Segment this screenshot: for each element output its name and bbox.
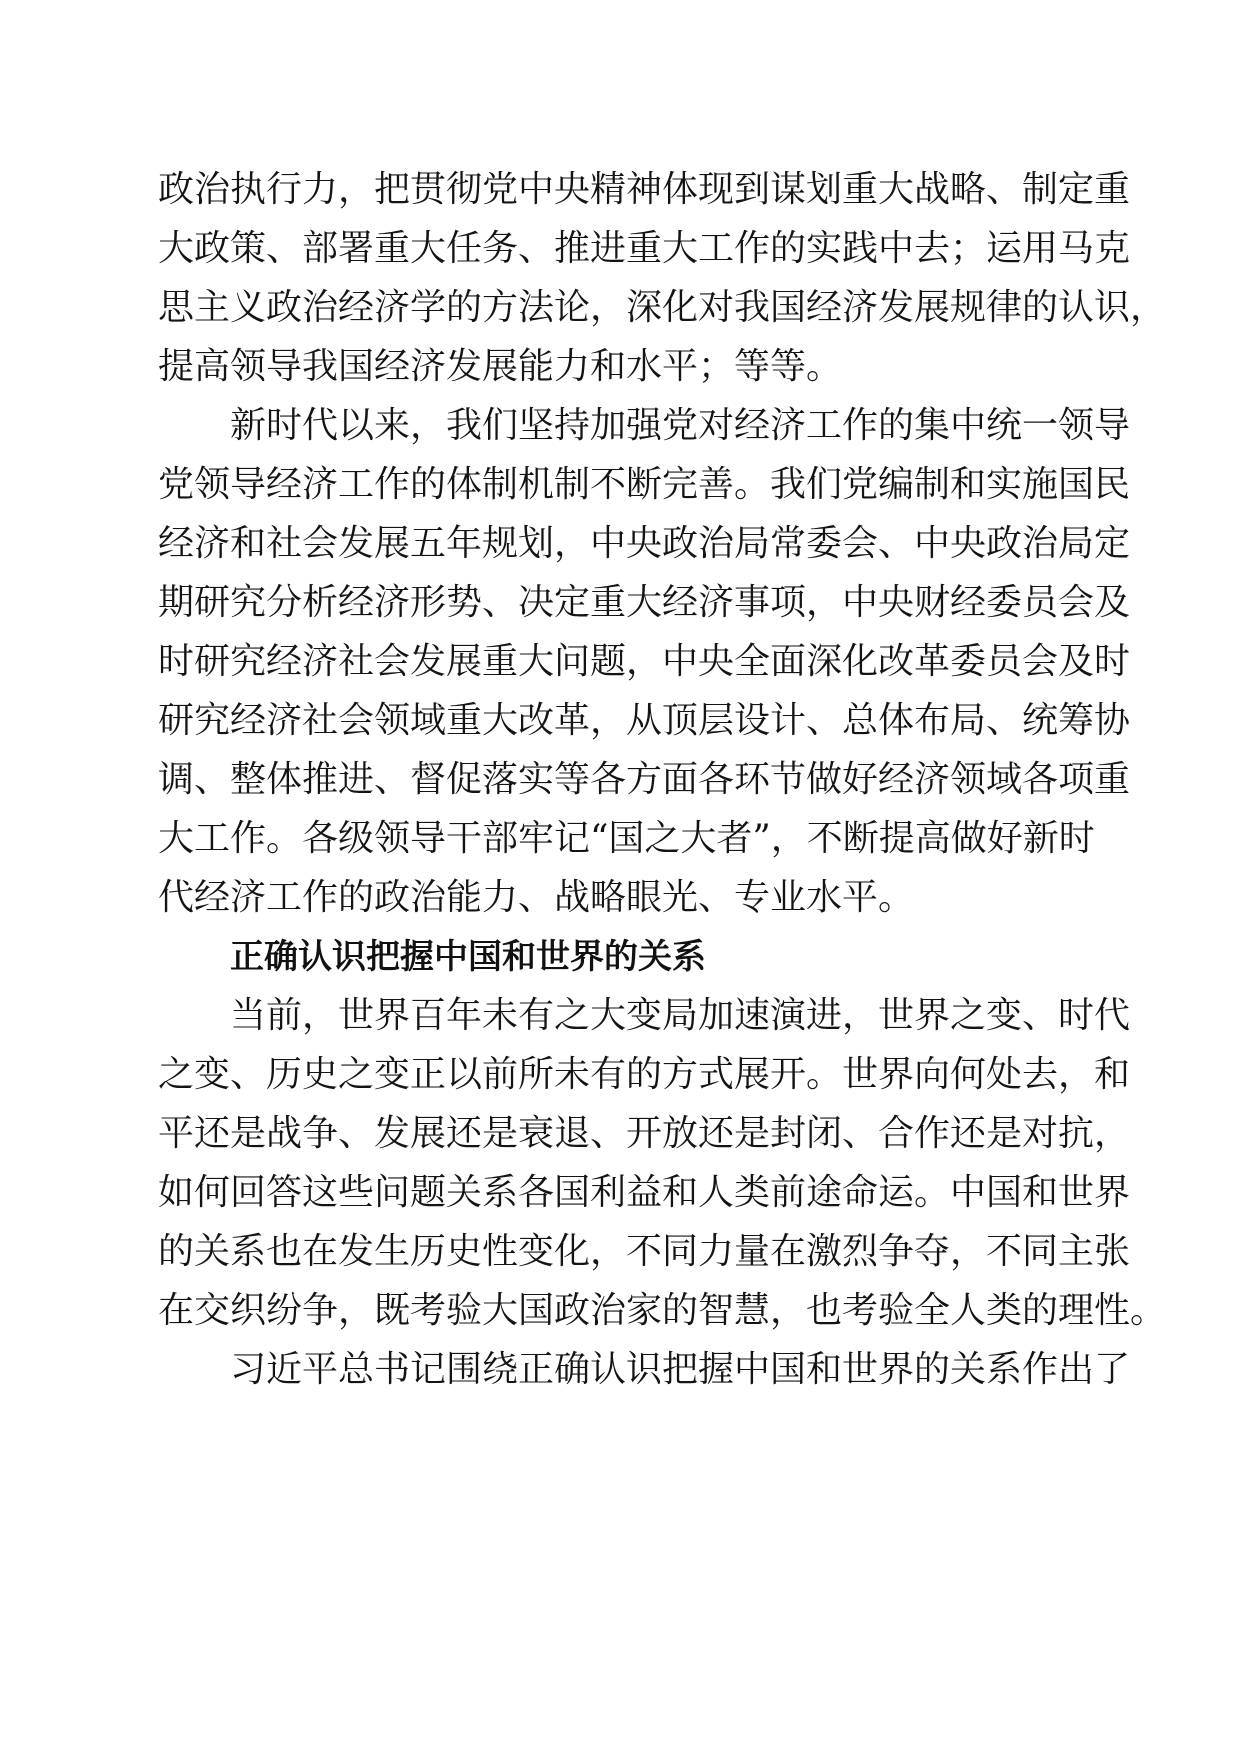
text-line: 调、整体推进、督促落实等各方面各环节做好经济领域各项重 (158, 759, 1131, 800)
text-line: 的关系也在发生历史性变化，不同力量在激烈争夺，不同主张 (158, 1231, 1131, 1272)
text-line: 思主义政治经济学的方法论，深化对我国经济发展规律的认识， (158, 287, 1167, 328)
text-line: 平还是战争、发展还是衰退、开放还是封闭、合作还是对抗， (158, 1113, 1131, 1154)
text-line: 在交织纷争，既考验大国政治家的智慧，也考验全人类的理性。 (158, 1290, 1167, 1331)
text-line: 之变、历史之变正以前所未有的方式展开。世界向何处去，和 (158, 1054, 1131, 1095)
text-line: 政治执行力，把贯彻党中央精神体现到谋划重大战略、制定重 (158, 169, 1131, 210)
text-line: 大工作。各级领导干部牢记“国之大者”，不断提高做好新时 (158, 818, 1095, 859)
paragraph-first-line: 当前，世界百年未有之大变局加速演进，世界之变、时代 (230, 995, 1131, 1036)
paragraph-first-line: 新时代以来，我们坚持加强党对经济工作的集中统一领导 (230, 405, 1131, 446)
section-heading: 正确认识把握中国和世界的关系 (230, 937, 706, 977)
text-line: 提高领导我国经济发展能力和水平；等等。 (158, 346, 843, 387)
text-line: 研究经济社会领域重大改革，从顶层设计、总体布局、统筹协 (158, 700, 1131, 741)
text-line: 期研究分析经济形势、决定重大经济事项，中央财经委员会及 (158, 582, 1131, 623)
paragraph-first-line: 习近平总书记围绕正确认识把握中国和世界的关系作出了 (230, 1349, 1131, 1390)
text-line: 经济和社会发展五年规划，中央政治局常委会、中央政治局定 (158, 523, 1131, 564)
text-line: 时研究经济社会发展重大问题，中央全面深化改革委员会及时 (158, 641, 1131, 682)
text-line: 如何回答这些问题关系各国利益和人类前途命运。中国和世界 (158, 1172, 1131, 1213)
text-line: 大政策、部署重大任务、推进重大工作的实践中去；运用马克 (158, 228, 1131, 269)
text-line: 代经济工作的政治能力、战略眼光、专业水平。 (158, 877, 915, 918)
text-line: 党领导经济工作的体制机制不断完善。我们党编制和实施国民 (158, 464, 1131, 505)
